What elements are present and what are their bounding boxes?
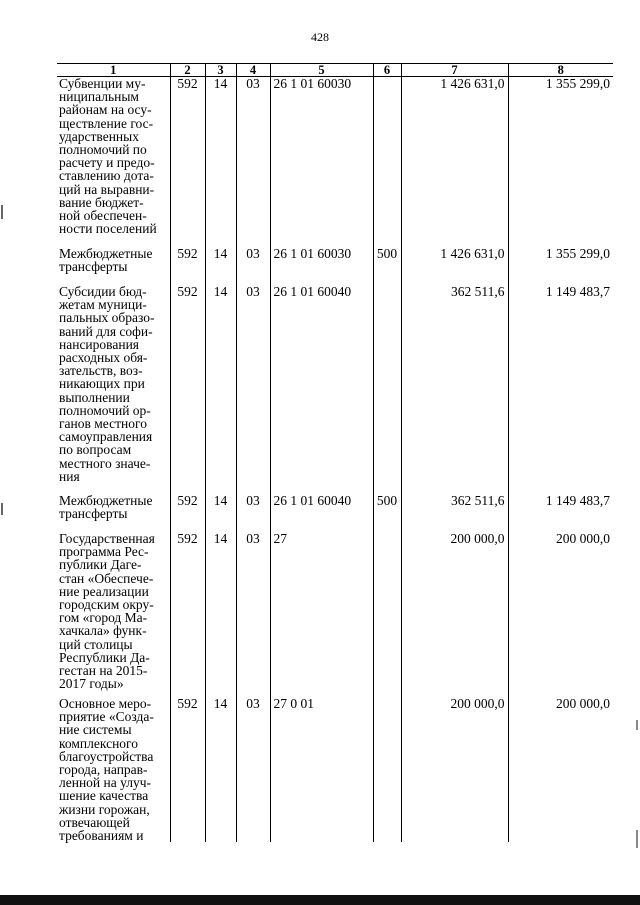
row-description: Основное меро- приятие «Созда- ние системы комплексного благоустройства города, направ- ленной на улуч- шение качества жизни горожан, отвечающей требованиям и <box>57 697 170 842</box>
target-article-code: 27 <box>270 532 373 697</box>
amount-column-7: 1 426 631,0 <box>401 77 508 248</box>
target-article-code: 27 0 01 <box>270 697 373 842</box>
table-row <box>57 697 613 842</box>
column-header-7: 7 <box>401 64 508 77</box>
table-row <box>57 494 613 532</box>
section-code: 14 <box>205 77 236 248</box>
row-description: Субсидии бюд- жетам муници- пальных образо- ваний для софи- нансирования расходных обя- зательств, воз- никающих при выполнении полномочий ор- ганов местного самоуправления по вопросам местного значе- ния <box>57 285 170 494</box>
page-number: 428 <box>311 30 329 44</box>
ministry-code: 592 <box>170 247 205 285</box>
table-row <box>57 532 613 697</box>
ministry-code: 592 <box>170 285 205 494</box>
column-header-6: 6 <box>373 64 401 77</box>
scan-artifact-mark <box>1 205 3 219</box>
column-header-8: 8 <box>508 64 613 77</box>
amount-column-8: 200 000,0 <box>508 532 613 697</box>
scan-artifact-mark <box>1 503 3 515</box>
ministry-code: 592 <box>170 494 205 532</box>
target-article-code: 26 1 01 60030 <box>270 247 373 285</box>
subsection-code: 03 <box>236 77 270 248</box>
expense-type-code <box>373 285 401 494</box>
section-code: 14 <box>205 285 236 494</box>
column-header-4: 4 <box>236 64 270 77</box>
section-code: 14 <box>205 247 236 285</box>
scan-edge-bar <box>0 895 640 905</box>
amount-column-8: 1 149 483,7 <box>508 285 613 494</box>
expense-type-code <box>373 77 401 248</box>
table-row <box>57 247 613 285</box>
section-code: 14 <box>205 697 236 842</box>
ministry-code: 592 <box>170 532 205 697</box>
amount-column-7: 362 511,6 <box>401 285 508 494</box>
target-article-code: 26 1 01 60040 <box>270 285 373 494</box>
target-article-code: 26 1 01 60030 <box>270 77 373 248</box>
amount-column-8: 1 149 483,7 <box>508 494 613 532</box>
amount-column-7: 1 426 631,0 <box>401 247 508 285</box>
ministry-code: 592 <box>170 697 205 842</box>
subsection-code: 03 <box>236 247 270 285</box>
expense-type-code: 500 <box>373 247 401 285</box>
amount-column-8: 1 355 299,0 <box>508 247 613 285</box>
scan-artifact-mark <box>636 830 638 848</box>
amount-column-7: 362 511,6 <box>401 494 508 532</box>
scan-artifact-mark <box>636 720 638 730</box>
section-code: 14 <box>205 494 236 532</box>
column-header-3: 3 <box>205 64 236 77</box>
expense-type-code: 500 <box>373 494 401 532</box>
amount-column-8: 200 000,0 <box>508 697 613 842</box>
row-description: Межбюджетные трансферты <box>57 247 170 285</box>
budget-table <box>57 63 613 842</box>
subsection-code: 03 <box>236 697 270 842</box>
amount-column-8: 1 355 299,0 <box>508 77 613 248</box>
subsection-code: 03 <box>236 285 270 494</box>
column-header-2: 2 <box>170 64 205 77</box>
row-description: Субвенции му- ниципальным районам на осу- ществление гос- ударственных полномочий по расчету и предо- ставлению дота- ций на выравни- вание бюджет- ной обеспечен- ности поселений <box>57 77 170 248</box>
row-description: Межбюджетные трансферты <box>57 494 170 532</box>
ministry-code: 592 <box>170 77 205 248</box>
subsection-code: 03 <box>236 494 270 532</box>
amount-column-7: 200 000,0 <box>401 532 508 697</box>
section-code: 14 <box>205 532 236 697</box>
table-row <box>57 77 613 248</box>
column-header-1: 1 <box>57 64 170 77</box>
column-header-5: 5 <box>270 64 373 77</box>
amount-column-7: 200 000,0 <box>401 697 508 842</box>
table-header-row <box>57 64 613 77</box>
expense-type-code <box>373 532 401 697</box>
subsection-code: 03 <box>236 532 270 697</box>
expense-type-code <box>373 697 401 842</box>
target-article-code: 26 1 01 60040 <box>270 494 373 532</box>
table-row <box>57 285 613 494</box>
row-description: Государственная программа Рес- публики Даге- стан «Обеспече- ние реализации городским окру- гом «город Ма- хачкала» функ- ций столицы Республики Да- гестан на 2015- 2017 годы» <box>57 532 170 697</box>
